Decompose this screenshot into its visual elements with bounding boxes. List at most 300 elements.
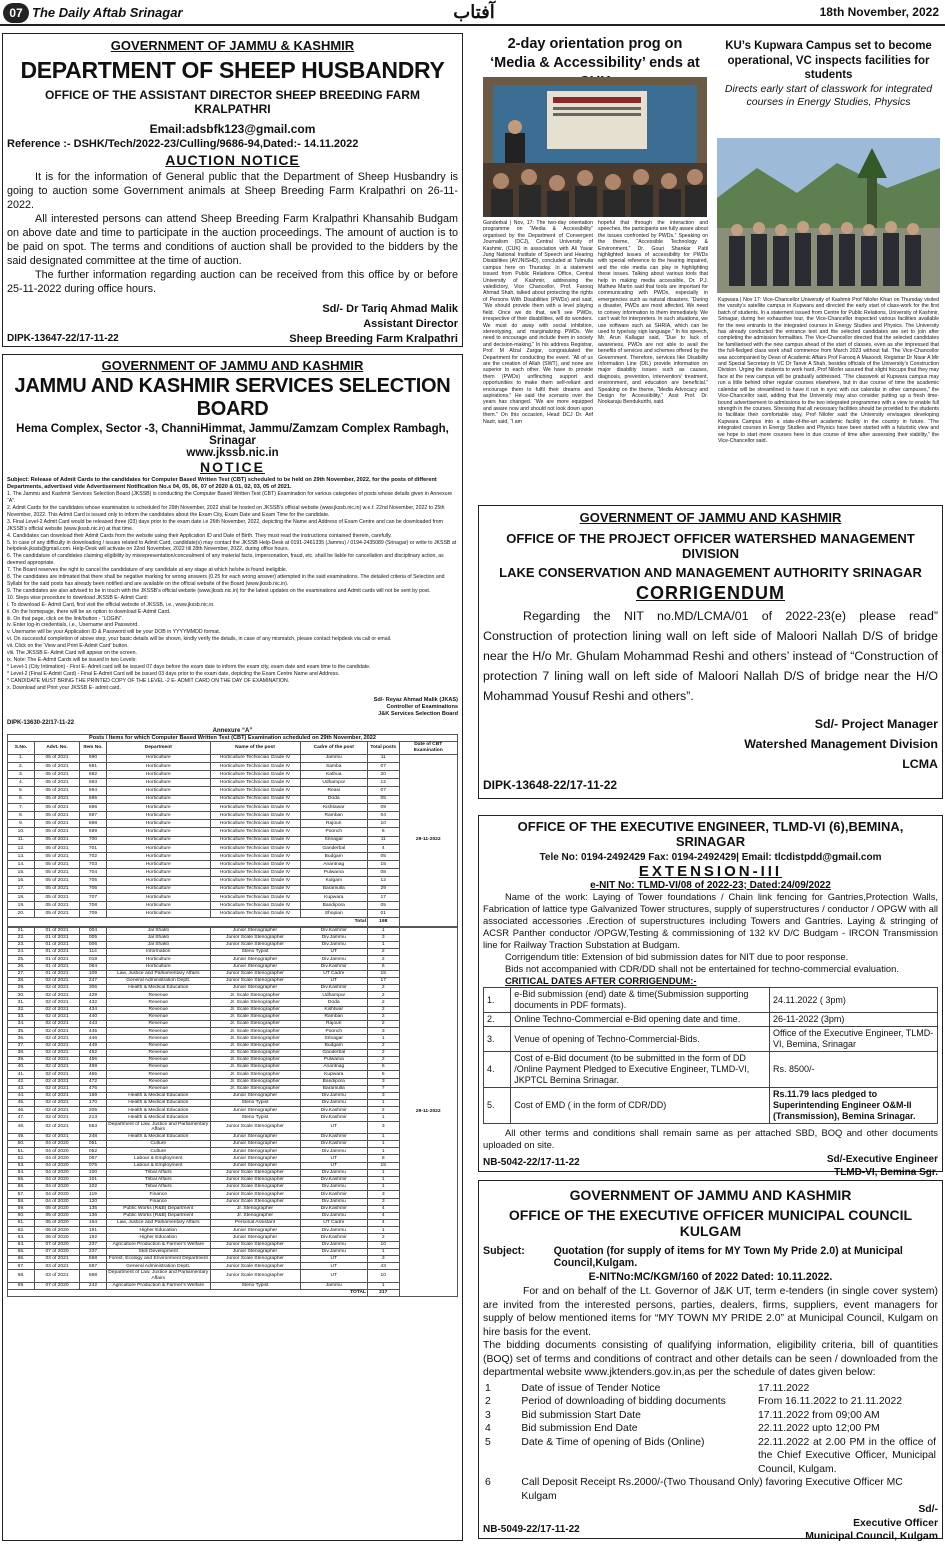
table-cell: 28. (8, 977, 35, 984)
table-cell: Kupwara (300, 893, 368, 901)
table-cell: 46. (8, 1107, 35, 1114)
table-cell: Revenue (107, 1013, 211, 1020)
table-cell: UT (300, 977, 368, 984)
schedule-cell: 2 (485, 1396, 491, 1407)
table-cell: 4 (368, 1205, 400, 1212)
table-cell: Horticulture Technician Grade IV (210, 754, 300, 762)
table-cell: 05 of 2020 (35, 1220, 80, 1227)
table-cell: Doda (300, 795, 368, 803)
table-cell: 449 (80, 1042, 107, 1049)
table-cell: 1 (368, 1133, 400, 1140)
table-cell: 01 of 2021 (35, 956, 80, 963)
table-cell: Horticulture (107, 885, 211, 893)
table-cell: 120 (80, 1198, 107, 1205)
table-cell: Horticulture Technician Grade IV (210, 910, 300, 918)
table-row (8, 811, 458, 819)
table-cell: 45. (8, 1100, 35, 1107)
table-cell: Horticulture (107, 803, 211, 811)
table-cell: Public Works (R&B) Department (107, 1212, 211, 1219)
table-cell: 05 of 2021 (35, 803, 80, 811)
table-cell: 26. (8, 963, 35, 970)
table-cell: Div.Kashmir (300, 1191, 368, 1198)
dipk-number: DIPK-13648-22/17-11-22 (483, 778, 618, 792)
table-cell: 690 (80, 754, 107, 762)
table-row (8, 869, 458, 877)
table-cell: 100 (80, 1169, 107, 1176)
subject-row (483, 1245, 938, 1269)
table-cell: Rajouri (300, 820, 368, 828)
table-cell: Horticulture (107, 771, 211, 779)
extension-title: EXTENSION-III (638, 863, 783, 880)
office-heading: OFFICE OF THE ASSISTANT DIRECTOR SHEEP BREEDING FARM KRALPATHRI (45, 88, 420, 116)
table-row (8, 1282, 458, 1289)
table-cell: 11. (8, 836, 35, 844)
sig-name: Sd/- Reyaz Ahmad Malik (JKAS) (373, 697, 458, 704)
table-row (8, 844, 458, 852)
table-cell: Div.Kashmir (300, 985, 368, 992)
table-cell: Div.Jammu (300, 1212, 368, 1219)
table-cell: Horticulture (107, 795, 211, 803)
table-cell: 459 (80, 1064, 107, 1071)
table-cell: UT (300, 1270, 368, 1282)
table-cell: 1 (368, 1141, 400, 1148)
table-cell: 434 (80, 1006, 107, 1013)
table-cell: Div.Kashmir (300, 927, 368, 934)
table-cell: Anantnag (300, 1064, 368, 1071)
table-cell: 019 (80, 956, 107, 963)
paragraph: The further information regarding auction can be received from this office by or before 25-11-2022 during office hours. (7, 269, 458, 295)
table-cell: Horticulture Technician Grade IV (210, 795, 300, 803)
table-row (8, 836, 458, 844)
table-cell: 68. (8, 1270, 35, 1282)
table-cell: Div.Jammu (300, 941, 368, 948)
schedule-row (483, 1476, 938, 1503)
headline: KU’s Kupwara Campus set to become operational, VC inspects facilities for students (725, 40, 932, 81)
table-cell: 1 (368, 927, 400, 934)
table-cell: Horticulture (107, 852, 211, 860)
table-row (8, 1148, 458, 1155)
table-cell: 6. (8, 795, 35, 803)
table-cell: Kupwara (300, 1071, 368, 1078)
dipk-number: DIPK-13630-22/17-11-22 (7, 720, 75, 727)
table-cell: 6 (368, 1064, 400, 1071)
table-cell: 440 (80, 1013, 107, 1020)
notice-point: 7. The Board reserves the right to cancel the candidature of any candidate at any stage at which he/she is found ineligible. (7, 567, 288, 574)
notice-point: iii. On that page, click on the link/button - “LOGIN”. (7, 615, 123, 622)
schedule-cell: From 16.11.2022 to 21.11.2022 (757, 1396, 903, 1407)
table-cell: 05 (368, 902, 400, 910)
table-cell: UT (300, 1162, 368, 1169)
table-cell: 075 (80, 1162, 107, 1169)
table-cell: 2 (368, 999, 400, 1006)
table-cell: Junior Scale Stenographer (210, 1263, 300, 1270)
table-cell: 02 of 2021 (35, 1035, 80, 1042)
table-cell: 02 of 2021 (35, 1064, 80, 1071)
table-cell: Agriculture Production & Farmer’s Welfare (107, 1282, 211, 1289)
table-cell: 707 (80, 893, 107, 901)
table-row (8, 877, 458, 885)
table-cell: 4. (484, 1052, 511, 1088)
article-col-1: Ganderbal | Nov, 17: The two-day orientation programme on “Media & Accessibility” organised by the Department of Convergent Journalism (DCJ), Central University of Kashmir, (CUK) in association with Ali Yavar Jung National Institute of Speech and Hearing Disabilities (AYJNISHD), concluded at Tulmulla campus here on Thursday. In a statement issued from Public Relations Office, Central University of Kashmir, addressing the valedictory, Vice Chancellor, Prof. Farooq Ahmad Shah, talked about protecting the rights of Persons With Disabilities (PWDs) and said, “We should provide them with a level playing field. Once we do that, we’ll see PWDs, irrespective of their disabilities, will do wonders. We must do away with social inhibition, stereotyping, and marginalizing PWDs. We need to encourage and include them in society and decision-making.” In his address Registrar, Prof. M Afzal Zargar, congratulated the Department for conducting the event. “All of us are the creation of Allah (SWT), and none are superior to each other. We have to provide them (PWDs) unflinching support and opportunities to make them self-reliant and encourage them to fulfil their dreams and aspirations.” He said the scenario over the years has changed. “We are more equipped and aware now and should not look down upon them.” On this occasion, Head DCJ Dr. Arif Nazir, said, “I am (483, 220, 593, 425)
table-cell: Ganderbal (300, 844, 368, 852)
table-cell: Horticulture (107, 779, 211, 787)
table-cell: Finance (107, 1198, 211, 1205)
table-cell: Kishtawar (300, 803, 368, 811)
table-cell: Horticulture (107, 861, 211, 869)
critical-dates-table (483, 987, 938, 1124)
table-cell: Jr. Scale Stenographer (210, 992, 300, 999)
table-cell: 01 of 2021 (35, 970, 80, 977)
notice-point: * CANDIDATE MUST BRING THE PRINTED COPY OF THE LEVEL -2 E- ADMIT CARD ON THE DAY OF EXAMINATION. (7, 677, 290, 684)
table-cell: 03 of 2021 (35, 1256, 80, 1263)
table-cell: Junior Stenographer (210, 1092, 300, 1099)
table-cell: Junior Scale Stenographer (210, 970, 300, 977)
table-cell: 01 of 2021 (35, 934, 80, 941)
table-cell: 700 (80, 836, 107, 844)
table-cell: 21. (8, 927, 35, 934)
table-cell: 02 of 2021 (35, 1100, 80, 1107)
schedule-row (483, 1436, 938, 1477)
notice-point: viii. The JKSSB E- Admit Card will appear on the screen. (7, 650, 137, 657)
table-cell: Finance (107, 1191, 211, 1198)
table-cell: 23. (8, 941, 35, 948)
table-cell: Poonch (300, 1028, 368, 1035)
table-cell: UT (300, 1155, 368, 1162)
table-cell: 59. (8, 1205, 35, 1212)
table-cell: Junior Scale Stenographer (210, 1121, 300, 1133)
table-row (8, 1035, 458, 1042)
table-cell: 38. (8, 1049, 35, 1056)
table-cell: Revenue (107, 1085, 211, 1092)
table-row (8, 1042, 458, 1049)
total-row (8, 1289, 458, 1296)
table-cell: Div.Kashmir (300, 1234, 368, 1241)
table-cell: General Administration Deptt. (107, 977, 211, 984)
table-cell: 445 (80, 1028, 107, 1035)
gov-heading: GOVERNMENT OF JAMMU & KASHMIR (110, 38, 355, 53)
work-description: Name of the work: Laying of Tower foundations / Chain link fencing for Gantries,Protection Walls, Fabrication of lattice type Galvanized Tower structures, supply of superstructures / conductor / OPGW with all associated accessories .Erection of superstructures including Towers and Gantries. Laying & stringing of ACSR Panther conductor /OPGW,Testing & commissioning of 132 kV D/C Budgam - IRCON Transmission line for Railway Traction Substation at Budgam. (483, 891, 938, 950)
table-cell: 004 (80, 927, 107, 934)
table-cell: Junior Scale Stenographer (210, 1241, 300, 1248)
table-cell: Horticulture Technician Grade IV (210, 771, 300, 779)
table-cell: Horticulture Technician Grade IV (210, 861, 300, 869)
table-cell: Srinagar (300, 836, 368, 844)
table-row (8, 828, 458, 836)
notice-point: vi. On successful completion of above step, your basic details will be shown, kindly verify the details, in case of any mismatch, please contact helpdesk via call or email. (7, 636, 392, 643)
table-cell: 10 (368, 1270, 400, 1282)
table-cell: 02 of 2021 (35, 1013, 80, 1020)
table-cell: 15 (368, 861, 400, 869)
table-cell: Doda (300, 999, 368, 1006)
table-cell: Jr. Scale Stenographer (210, 1056, 300, 1063)
table-cell: Horticulture Technician Grade IV (210, 787, 300, 795)
table-cell: 11 (368, 754, 400, 762)
sub-headline: Directs early start of classwork for integrated courses in Energy Studies, Physics (724, 82, 933, 108)
table-cell: 432 (80, 999, 107, 1006)
table-cell: 20 (368, 771, 400, 779)
table-cell: 01 of 2021 (35, 941, 80, 948)
table-cell: Horticulture Technician Grade IV (210, 836, 300, 844)
notice-point: iv. Enter log-in credentials, i.e., Username and Password. (7, 622, 139, 629)
table-cell: 9. (8, 820, 35, 828)
notice-point: vii. Click on the ‘View and Print E-Admit Card’ button. (7, 643, 129, 650)
table-cell: Horticulture Technician Grade IV (210, 869, 300, 877)
table-cell: Steno Typist (210, 1282, 300, 1289)
table-cell: 05 of 2021 (35, 754, 80, 762)
table-cell: 12 (368, 877, 400, 885)
table-cell: 60. (8, 1212, 35, 1219)
table-cell: Horticulture Technician Grade IV (210, 902, 300, 910)
headline: 2-day orientation prog on ‘Media & Accessibility’ ends at (490, 36, 700, 71)
gov-heading: GOVERNMENT OF JAMMU AND KASHMIR (569, 1187, 852, 1203)
table-cell: 05 of 2021 (35, 869, 80, 877)
schedule-cell: 22.11.2022 at 2.00 PM in the office of the Chief Executive Officer, Municipal Council, Kulgam. (757, 1436, 936, 1475)
table-row (8, 949, 458, 956)
table-cell: 1 (368, 941, 400, 948)
table-cell: 446 (80, 1035, 107, 1042)
table-cell: Culture (107, 1141, 211, 1148)
table-cell: 476 (80, 1085, 107, 1092)
table-cell: 02 of 2021 (35, 1078, 80, 1085)
table-cell: 69. (8, 1282, 35, 1289)
table-cell: 465 (80, 1071, 107, 1078)
notice-point: 5. In case of any difficulty in downloading / issues related to Admit Card, candidate(s) may contact the JKSSB Help-Desk at 0191-2461335 (Jammu) / 0194-2435089 (Srinagar) or write to JKSSB at helpdesk.jkssb@gmail.com. Help-Desk will activate on 22nd November, 2022 till 28th November, 2022, during office hours. (7, 539, 457, 553)
notice-point: ix. Note: The E-Admit Cards will be issued in two Levels: (7, 656, 137, 663)
table-cell: Tribal Affairs (107, 1169, 211, 1176)
table-cell: Div.Jammu (300, 1148, 368, 1155)
notice-point: 4. Candidates can download their Admit Cards from the website using their Application ID and Date of Birth. They must read the instructions contained therein, carefully. (7, 532, 392, 539)
table-cell: Div.Kashmir (300, 963, 368, 970)
table-cell: 05 of 2021 (35, 885, 80, 893)
table-cell: 05 of 2021 (35, 820, 80, 828)
table-cell: Baramulla (300, 1085, 368, 1092)
table-cell: Rajouri (300, 1021, 368, 1028)
cuk-article (480, 33, 710, 488)
table-row (8, 852, 458, 860)
table-cell: Horticulture Technician Grade IV (210, 844, 300, 852)
table-cell: UT (300, 1256, 368, 1263)
table-cell: Srinagar (300, 1035, 368, 1042)
table-cell: Jr. Stenographer (210, 1205, 300, 1212)
body-paragraph: The bidding documents consisting of qualifying information, eligibility criteria, bill of quantities (BOQ) set of terms and conditions of contract and other details can be seen / downloaded from the departmental website www.jktenders.gov.in,as per the schedule of dates given below: (483, 1340, 938, 1378)
signatory (483, 714, 938, 774)
notice-point: ii. On the homepage, there will be an option to download E-Admit Card. (7, 608, 171, 615)
schedule-cell: 5 (485, 1436, 491, 1448)
table-cell: 24.11.2022 ( 3pm) (770, 988, 938, 1013)
table-row (8, 970, 458, 977)
office-heading: OFFICE OF THE EXECUTIVE OFFICER MUNICIPAL COUNCIL KULGAM (508, 1207, 913, 1239)
paper-logo: آفتاب (453, 2, 495, 23)
sig-office: Sheep Breeding Farm Kralpathri (289, 333, 458, 345)
table-cell: Revenue (107, 1021, 211, 1028)
schedule-cell: 6 (485, 1477, 491, 1488)
notice-body (7, 491, 458, 691)
table-cell: 33. (8, 1013, 35, 1020)
corrigendum-title: CORRIGENDUM (636, 583, 785, 603)
table-cell: Horticulture Technician Grade IV (210, 803, 300, 811)
table-cell: 3 (368, 1198, 400, 1205)
table-cell: Samba (300, 762, 368, 770)
table-cell: 18. (8, 893, 35, 901)
table-cell: 04 of 2020 (35, 1169, 80, 1176)
table-row (8, 1162, 458, 1169)
table-cell: Jr. Scale Stenographer (210, 1064, 300, 1071)
table-cell: Revenue (107, 1028, 211, 1035)
table-cell: 10 (368, 820, 400, 828)
posts-table-stenographer (7, 927, 458, 1297)
table-cell: Div.Jammu (300, 1169, 368, 1176)
table-cell: 04 of 2020 (35, 1141, 80, 1148)
table-cell: Junior Scale Stenographer (210, 1270, 300, 1282)
table-cell: 30. (8, 992, 35, 999)
table-cell: 44. (8, 1092, 35, 1099)
body-paragraph: For and on behalf of the Lt. Governor of J&K UT, term e-tenders (in single cover system) are invited from the interested persons, parties, dealers, firms, suppliers, event managers for supply of below mentioned items for “MY TOWN MY PRIDE 2.0” at Municipal Council, Kulgam on hire basis for the event. (483, 1286, 938, 1338)
table-cell: Junior Scale Stenographer (210, 1169, 300, 1176)
table-cell: 02 of 2021 (35, 1006, 80, 1013)
table-cell: Revenue (107, 1006, 211, 1013)
table-cell: Labour & Employment (107, 1162, 211, 1169)
table-cell: Steno Typist (210, 949, 300, 956)
table-cell: 597 (80, 1263, 107, 1270)
table-cell: Horticulture Technician Grade IV (210, 885, 300, 893)
table-cell: 04 (368, 811, 400, 819)
table-cell: 169 (80, 1092, 107, 1099)
table-cell: Div.Kashmir (300, 1205, 368, 1212)
table-cell: 695 (80, 795, 107, 803)
table-cell: 65. (8, 1248, 35, 1255)
table-cell: Div.Jammu (300, 1227, 368, 1234)
table-cell: Junior Scale Stenographer (210, 1184, 300, 1191)
schedule-cell: 3 (485, 1409, 491, 1421)
table-cell: 08 (368, 869, 400, 877)
table-cell: Jammu (300, 754, 368, 762)
table-cell: UT Cadre (300, 1220, 368, 1227)
bids-line: Bids not accompanied with CDR/DD shall not be entertained for techno-commercial evaluation. (505, 963, 899, 974)
table-cell: 703 (80, 861, 107, 869)
table-cell: Junior Stenographer (210, 1227, 300, 1234)
table-cell: Personal Assistant (210, 1220, 300, 1227)
table-row (8, 927, 458, 934)
table-cell: Health & Medical Education (107, 985, 211, 992)
table-cell: Horticulture (107, 762, 211, 770)
table-cell: 64. (8, 1241, 35, 1248)
table-cell: Junior Scale Stenographer (210, 934, 300, 941)
authority-heading: LAKE CONSERVATION AND MANAGEMENT AUTHORITY SRINAGAR (499, 565, 922, 580)
table-row (8, 902, 458, 910)
table-cell: Poonch (300, 828, 368, 836)
table-cell: 7 (368, 1085, 400, 1092)
table-cell: 31. (8, 999, 35, 1006)
table-cell: 3 (368, 1078, 400, 1085)
board-heading: JAMMU AND KASHMIR SERVICES SELECTION BOARD (14, 375, 451, 420)
table-cell: 4. (8, 779, 35, 787)
table-cell: Information (107, 949, 211, 956)
table-cell: 213 (80, 1114, 107, 1121)
table-cell: 705 (80, 877, 107, 885)
table-cell: 2 (368, 1021, 400, 1028)
table-cell: Tribal Affairs (107, 1184, 211, 1191)
table-cell: Rs. 8500/- (770, 1052, 938, 1088)
table-cell: UT Cadre (300, 970, 368, 977)
schedule-cell: Call Deposit Receipt Rs.2000/-(Two Thousand Only) favoring Executive Officer MC Kulgam (521, 1477, 903, 1502)
table-cell: Horticulture (107, 910, 211, 918)
table-cell: 1 (368, 1176, 400, 1183)
table-cell: 706 (80, 885, 107, 893)
table-cell: 54. (8, 1169, 35, 1176)
table-row (8, 762, 458, 770)
table-row (8, 1198, 458, 1205)
notice-point: x. Download and Print your JKSSB E- admit card. (7, 684, 121, 691)
table-cell: Div.Jammu (300, 934, 368, 941)
dept-heading: DEPARTMENT OF SHEEP HUSBANDRY (20, 57, 445, 83)
table-row (8, 1064, 458, 1071)
table-cell: 443 (80, 1021, 107, 1028)
table-cell: Department of Law, Justice and Parliamentary Affairs (108, 1270, 209, 1281)
notice-point: 3. Final Level-2 Admit Card would be released three (03) days prior to the exam date i.e 26th November, 2022, depicting the Name and Address of Exam Centre and can be downloaded from JKSSB’s official website (www.jkssb.nic.in) at that time. (7, 518, 443, 532)
table-cell: 170 (80, 1100, 107, 1107)
table-cell: 02 of 2021 (35, 1071, 80, 1078)
table-cell: 2 (368, 956, 400, 963)
table-cell: 691 (80, 762, 107, 770)
table-cell: 3 (368, 1092, 400, 1099)
nit-number: e-NIT No: TLMD-VI/08 of 2022-23; Dated:24/09/2022 (590, 880, 831, 891)
table-cell: 067 (80, 1155, 107, 1162)
table-row (484, 988, 938, 1013)
table-row (8, 1184, 458, 1191)
schedule-cell: Date & Time of opening of Bids (Online) (521, 1436, 705, 1448)
table-cell: 05 of 2021 (35, 877, 80, 885)
table-cell: 03 of 2021 (35, 1270, 80, 1282)
table-cell: 064 (80, 963, 107, 970)
table-cell: Div.Kashmir (300, 1107, 368, 1114)
table-cell: 2 (368, 1049, 400, 1056)
table-cell: 29 (368, 885, 400, 893)
table-cell: Revenue (107, 1071, 211, 1078)
table-cell: Department of Law, Justice and Parliamentary Affairs (108, 1121, 209, 1133)
table-cell: Horticulture (107, 902, 211, 910)
table-cell: 05 of 2021 (35, 893, 80, 901)
table-cell: 452 (80, 1049, 107, 1056)
table-row (8, 1227, 458, 1234)
table-cell: 04 of 2020 (35, 1155, 80, 1162)
sig-office: LCMA (902, 757, 938, 771)
table-cell: 135 (80, 1205, 107, 1212)
table-cell: 2 (368, 1107, 400, 1114)
table-cell: Health & Medical Education (107, 1100, 211, 1107)
table-cell: 12 (368, 779, 400, 787)
table-cell: 15 (368, 1162, 400, 1169)
table-row (8, 963, 458, 970)
subject: Subject: Release of Admit Cards to the candidates for Computer Based Written Test (CBT) scheduled to be held on 29th November, 2022, for the posts of different Departments, advertised vide Advertisement Notification No.s 04, 05, 06, 07 of 2020 & 01, 02, 03, 05 of 2021. (7, 477, 437, 490)
schedule-cell: 4 (485, 1423, 491, 1434)
table-cell: Horticulture Technician Grade IV (210, 877, 300, 885)
table-cell: 07 (368, 787, 400, 795)
table-cell: 15 (368, 970, 400, 977)
table-cell: 02 of 2021 (35, 1021, 80, 1028)
table-cell: 34. (8, 1021, 35, 1028)
annexure-label: Annexure “A” (212, 728, 253, 735)
table-cell: 04 of 2020 (35, 1162, 80, 1169)
table-cell: 205 (80, 1107, 107, 1114)
schedule-row (483, 1422, 938, 1436)
table-cell: 456 (80, 1056, 107, 1063)
table-cell: Tribal Affairs (107, 1176, 211, 1183)
table-cell: 11 (368, 836, 400, 844)
total-value: 198 (368, 918, 400, 926)
table-cell: 05 of 2021 (35, 787, 80, 795)
table-cell: Horticulture (107, 787, 211, 795)
table-row (8, 1121, 458, 1133)
